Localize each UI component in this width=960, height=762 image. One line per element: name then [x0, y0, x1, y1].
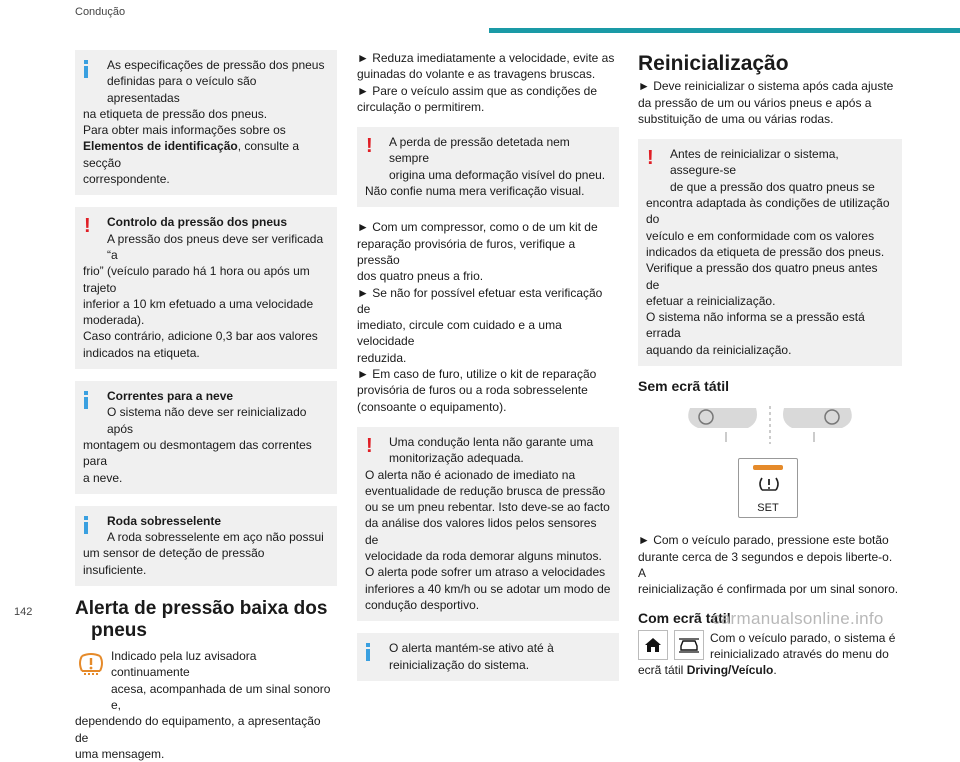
- note-line: da análise dos valores lidos pelos sensores de: [365, 516, 597, 547]
- note-line: correspondente.: [83, 172, 170, 187]
- note-line: ou se um pneu rebentar. Isto deve-se ao facto: [365, 500, 610, 515]
- info-icon: [84, 516, 88, 534]
- set-button-led: [753, 465, 783, 470]
- note-line: frio” (veículo parado há 1 hora ou após um trajeto: [83, 264, 310, 295]
- instruction-line: guinadas do volante e as travagens bruscas.: [357, 67, 596, 82]
- note-line: indicados da etiqueta de pressão dos pneus.: [646, 244, 885, 259]
- alert-line: uma mensagem.: [75, 746, 165, 761]
- info-note-alert-active: [357, 633, 619, 681]
- note-line: [83, 138, 329, 171]
- warning-exclamation-icon: !: [366, 434, 373, 457]
- note-line: moderada).: [83, 313, 145, 328]
- instruction-line: provisória de furos ou a roda sobresselente: [357, 383, 588, 398]
- note-line: inferior a 10 km efetuado a uma velocidade: [83, 296, 314, 311]
- note-line: As especificações de pressão dos pneus: [107, 58, 325, 72]
- info-icon: [84, 391, 88, 409]
- instruction-line: ► Reduza imediatamente a velocidade, evite as: [357, 51, 615, 65]
- note-line: definidas para o veículo são apresentadas: [107, 74, 257, 105]
- instruction-line: dos quatro pneus a frio.: [357, 269, 484, 284]
- note-line: Uma condução lenta não garante uma: [389, 434, 594, 449]
- set-button[interactable]: [738, 458, 798, 518]
- note-line: A perda de pressão detetada nem sempre: [389, 135, 570, 166]
- note-text: , consulte a secção: [83, 139, 300, 170]
- warning-exclamation-icon: !: [366, 135, 373, 158]
- note-title-line: [83, 513, 329, 529]
- note-line: na etiqueta de pressão dos pneus.: [83, 106, 268, 121]
- subheading-touchscreen: Com ecrã tátil: [638, 609, 731, 626]
- heading-line: Alerta de pressão baixa dos: [75, 598, 328, 620]
- reset-intro: [638, 78, 902, 127]
- note-title: Controlo da pressão dos pneus: [107, 215, 288, 230]
- instruction-line: ► Deve reinicializar o sistema após cada ajuste: [638, 79, 894, 94]
- note-title-line: [83, 388, 329, 404]
- note-bold-ref: Elementos de identificação: [83, 139, 238, 154]
- warning-exclamation-icon: !: [84, 215, 91, 238]
- section-heading-low-pressure: [75, 598, 337, 642]
- note-line: efetuar a reinicialização.: [646, 293, 776, 308]
- touchscreen-text: [710, 630, 895, 663]
- instruction-line: reduzida.: [357, 350, 407, 365]
- info-note-tyre-specs: [75, 50, 337, 195]
- page-number: 142: [14, 606, 33, 618]
- note-line: de que a pressão dos quatro pneus se: [670, 179, 875, 194]
- instructions-block-2: [357, 219, 619, 415]
- instruction-line: (consoante o equipamento).: [357, 399, 507, 414]
- instruction-line: imediato, circule com cuidado e a uma velocidade: [357, 318, 562, 349]
- info-note-snow-chains: [75, 381, 337, 494]
- column-3: [638, 50, 902, 679]
- note-line: origina uma deformação visível do pneu.: [389, 167, 606, 182]
- note-line: O sistema não deve ser reinicializado após: [107, 405, 307, 436]
- alert-text-block: [111, 648, 337, 713]
- instruction-line: durante cerca de 3 segundos e depois liberte-o. A: [638, 549, 893, 580]
- note-line: O alerta mantém-se ativo até à: [389, 641, 554, 656]
- text: ecrã tátil: [638, 663, 687, 678]
- note-line: monitorização adequada.: [389, 451, 524, 466]
- note-line: A roda sobresselente em aço não possui: [107, 530, 324, 545]
- note-line: inferiores a 40 km/h ou se adotar um modo de: [365, 581, 611, 596]
- section-heading-reset: Reinicialização: [638, 52, 789, 75]
- menu-name: Driving/Veículo: [686, 663, 774, 678]
- info-icon: [366, 643, 370, 661]
- note-line: O sistema não informa se a pressão está errada: [646, 310, 865, 341]
- tyre-pressure-icon: [757, 475, 781, 495]
- page-header-title: Condução: [75, 6, 126, 18]
- instruction-line: ► Com o veículo parado, pressione este botão: [638, 533, 889, 548]
- warning-note-pressure-check: [75, 207, 337, 369]
- instructions-block-1: [357, 50, 619, 115]
- note-line: Para obter mais informações sobre os: [83, 123, 286, 138]
- column-2: [357, 50, 619, 693]
- column-1: [75, 50, 337, 762]
- reset-no-touch-instructions: [638, 532, 902, 597]
- note-line: eventualidade de redução brusca de pressão: [365, 483, 606, 498]
- home-icon: [638, 630, 668, 660]
- instruction-line: circulação o permitirem.: [357, 99, 485, 114]
- note-line: O alerta pode sofrer um atraso a velocidades: [365, 565, 606, 580]
- note-line: a neve.: [83, 470, 123, 485]
- note-line: indicados na etiqueta.: [83, 345, 200, 360]
- note-line: O alerta não é acionado de imediato na: [365, 467, 576, 482]
- note-title: Correntes para a neve: [107, 389, 234, 404]
- note-line: Caso contrário, adicione 0,3 bar aos valores: [83, 329, 318, 344]
- header-accent-bar: [489, 28, 960, 33]
- note-line: veículo e em conformidade com os valores: [646, 228, 875, 243]
- note-title: Roda sobresselente: [107, 513, 222, 528]
- instruction-line: ► Com um compressor, como o de um kit de: [357, 220, 598, 235]
- note-line: Antes de reinicializar o sistema, assegure-se: [670, 147, 839, 178]
- alert-line: dependendo do equipamento, a apresentação de: [75, 714, 321, 745]
- note-line: um sensor de deteção de pressão insuficiente.: [83, 546, 265, 577]
- note-line: reinicialização do sistema.: [389, 657, 530, 672]
- steering-wheel-illustration: [638, 404, 902, 452]
- info-note-spare-wheel: [75, 506, 337, 586]
- instruction-line: reinicializado através do menu do: [710, 647, 889, 662]
- note-line: condução desportivo.: [365, 597, 480, 612]
- subheading-no-touchscreen: Sem ecrã tátil: [638, 378, 730, 395]
- instruction-line: [638, 662, 902, 678]
- note-line: A pressão dos pneus deve ser verificada “a: [107, 231, 324, 262]
- warning-exclamation-icon: !: [647, 147, 654, 170]
- alert-line: Indicado pela luz avisadora continuamente: [111, 649, 257, 680]
- instruction-line: da pressão de um ou vários pneus e após a: [638, 95, 872, 110]
- note-title-line: [83, 214, 329, 230]
- warning-note-slow-driving: [357, 427, 619, 621]
- watermark: carmanualsonline.info: [712, 609, 884, 628]
- vehicle-icon: [674, 630, 704, 660]
- text: .: [773, 663, 777, 678]
- instruction-line: reparação provisória de furos, verifique a pressão: [357, 236, 576, 267]
- note-line: Verifique a pressão dos quatro pneus antes de: [646, 261, 878, 292]
- info-icon: [84, 60, 88, 78]
- note-line: aquando da reinicialização.: [646, 342, 792, 357]
- alert-line: acesa, acompanhada de um sinal sonoro e,: [111, 681, 331, 712]
- set-button-label: SET: [757, 502, 779, 515]
- instruction-line: Com o veículo parado, o sistema é: [710, 630, 896, 645]
- instruction-line: ► Pare o veículo assim que as condições de: [357, 83, 598, 98]
- instruction-line: ► Se não for possível efetuar esta verificação de: [357, 285, 603, 316]
- note-line: montagem ou desmontagem das correntes para: [83, 437, 312, 469]
- instruction-line: substituição de uma ou várias rodas.: [638, 111, 834, 126]
- warning-note-visual-check: [357, 127, 619, 207]
- alert-description: [75, 648, 337, 713]
- heading-line: pneus: [91, 620, 147, 642]
- note-line: Não confie numa mera verificação visual.: [365, 184, 585, 199]
- tyre-pressure-warning-icon: [75, 648, 107, 680]
- warning-note-before-reset: [638, 139, 902, 366]
- touchscreen-row: [638, 630, 902, 663]
- note-line: encontra adaptada às condições de utilização do: [646, 196, 890, 227]
- note-line: velocidade da roda demorar alguns minutos.: [365, 549, 602, 564]
- instruction-line: reinicialização é confirmada por um sinal sonoro.: [638, 582, 899, 597]
- instruction-line: ► Em caso de furo, utilize o kit de reparação: [357, 367, 597, 382]
